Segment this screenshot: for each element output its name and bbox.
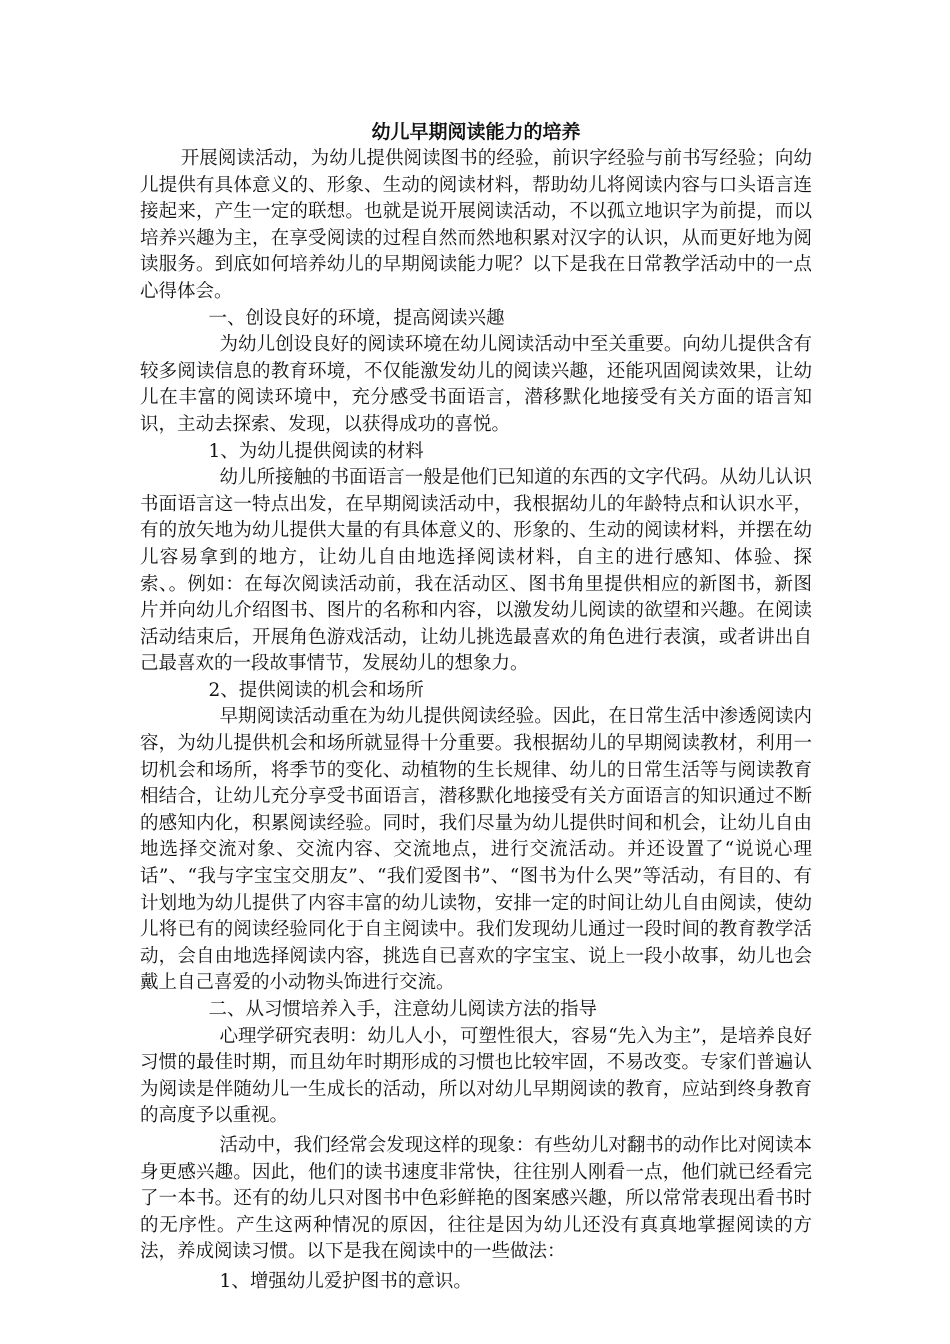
section-heading-2: 二、从习惯培养入手，注意幼儿阅读方法的指导 (208, 999, 597, 1020)
document-body (140, 118, 812, 1296)
subsection-heading-1-2: 2、提供阅读的机会和场所 (208, 679, 424, 701)
subsection-heading-1-1: 1、为幼儿提供阅读的材料 (208, 440, 424, 462)
subsection-heading-2-1: 1、增强幼儿爱护图书的意识。 (219, 1270, 472, 1292)
body-paragraph: 幼儿所接触的书面语言一般是他们已知道的东西的文字代码。从幼儿认识书面语言这一特点出发，在早期阅读活动中，我根据幼儿的年龄特点和认识水平，有的放矢地为幼儿提供大量的有具体意义的、形象的、生动的阅读材料，并摆在幼儿容易拿到的地方，让幼儿自由地选择阅读材料，自主的进行感知、体验、探索、。例如：在每次阅读活动前，我在活动区、图书角里提供相应的新图书，新图片并向幼儿介绍图书、图片的名称和内容，以激发幼儿阅读的欲望和兴趣。在阅读活动结束后，开展角色游戏活动，让幼儿挑选最喜欢的角色进行表演，或者讲出自己最喜欢的一段故事情节，发展幼儿的想象力。 (140, 467, 812, 675)
body-paragraph: 为幼儿创设良好的阅读环境在幼儿阅读活动中至关重要。向幼儿提供含有较多阅读信息的教育环境，不仅能激发幼儿的阅读兴趣，还能巩固阅读效果，让幼儿在丰富的阅读环境中，充分感受书面语言，潜移默化地接受有关方面的语言知识，主动去探索、发现，以获得成功的喜悦。 (140, 334, 812, 435)
body-paragraph: 心理学研究表明：幼儿人小，可塑性很大，容易“先入为主”，是培养良好习惯的最佳时期，而且幼年时期形成的习惯也比较牢固，不易改变。专家们普遍认为阅读是伴随幼儿一生成长的活动，所以对幼儿早期阅读的教育，应站到终身教育的高度予以重视。 (140, 1025, 812, 1127)
section-heading-1: 一、创设良好的环境，提高阅读兴趣 (208, 307, 505, 329)
body-paragraph: 活动中，我们经常会发现这样的现象：有些幼儿对翻书的动作比对阅读本身更感兴趣。因此，他们的读书速度非常快，往往别人刚看一点，他们就已经看完了一本书。还有的幼儿只对图书中色彩鲜艳的图案感兴趣，所以常常表现出看书时的无序性。产生这两种情况的原因，往往是因为幼儿还没有真真地掌握阅读的方法，养成阅读习惯。以下是我在阅读中的一些做法： (140, 1134, 812, 1263)
document-title: 幼儿早期阅读能力的培养 (371, 121, 581, 143)
intro-paragraph: 开展阅读活动，为幼儿提供阅读图书的经验，前识字经验与前书写经验；向幼儿提供有具体意义的、形象、生动的阅读材料，帮助幼儿将阅读内容与口头语言连接起来，产生一定的联想。也就是说开展阅读活动，不以孤立地识字为前提，而以培养兴趣为主，在享受阅读的过程自然而然地积累对汉字的认识，从而更好地为阅读服务。到底如何培养幼儿的早期阅读能力呢？以下是我在日常教学活动中的一点心得体会。 (140, 148, 812, 302)
body-paragraph: 早期阅读活动重在为幼儿提供阅读经验。因此，在日常生活中渗透阅读内容，为幼儿提供机会和场所就显得十分重要。我根据幼儿的早期阅读教材，利用一切机会和场所，将季节的变化、动植物的生长规律、幼儿的日常生活等与阅读教育相结合，让幼儿充分享受书面语言，潜移默化地接受有关方面语言的知识通过不断的感知内化，积累阅读经验。同时，我们尽量为幼儿提供时间和机会，让幼儿自由地选择交流对象、交流内容、交流地点，进行交流活动。并还设置了“说说心理话”、“我与字宝宝交朋友”、“我们爱图书”、“图书为什么哭”等活动，有目的、有计划地为幼儿提供了内容丰富的幼儿读物，安排一定的时间让幼儿自由阅读，使幼儿将已有的阅读经验同化于自主阅读中。我们发现幼儿通过一段时间的教育教学活动，会自由地选择阅读内容，挑选自已喜欢的字宝宝、说上一段小故事，幼儿也会戴上自己喜爱的小动物头饰进行交流。 (140, 706, 812, 994)
